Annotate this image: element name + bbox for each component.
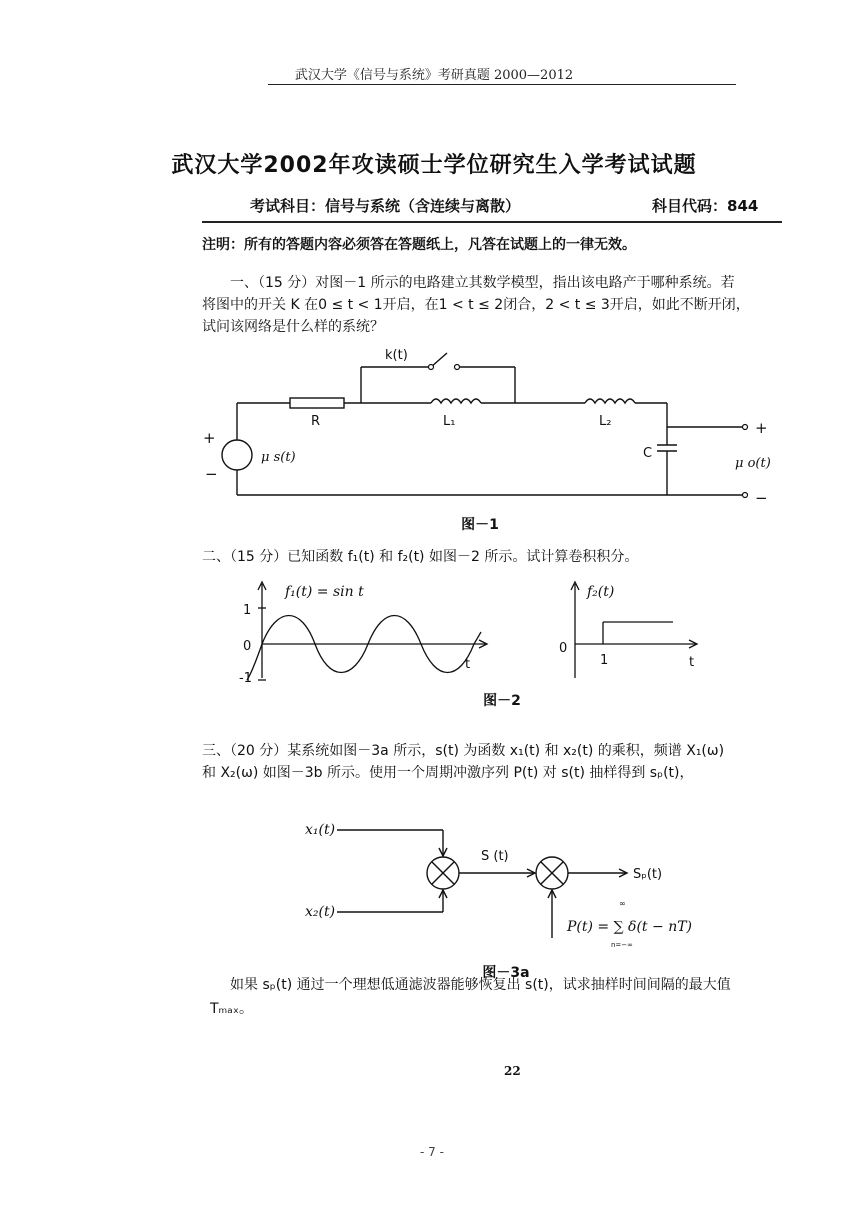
f2-label: f₂(t)	[587, 584, 615, 600]
header-rule	[268, 84, 736, 85]
source-label: μ s(t)	[261, 450, 296, 465]
inductor-1-label: L₁	[443, 414, 456, 429]
question-3-line-2: 和 X₂(ω) 如图－3b 所示。使用一个周期冲激序列 P(t) 对 s(t) 抽样得到 sₚ(t)，	[202, 765, 694, 781]
inductor-2-label: L₂	[599, 414, 612, 429]
exam-title: 武汉大学2002年攻读硕士学位研究生入学考试试题	[171, 153, 697, 178]
resistor-symbol	[290, 398, 344, 408]
voltage-source-symbol	[222, 440, 252, 470]
question-2: 二、（15 分）已知函数 f₁(t) 和 f₂(t) 如图－2 所示。试计算卷积积分。	[202, 549, 639, 565]
figure-2-caption: 图－2	[483, 693, 521, 709]
s-label: S (t)	[481, 849, 509, 864]
inductor-l2-symbol	[585, 399, 635, 403]
f1-tick-0: 0	[243, 639, 252, 654]
question-3-line-3: 如果 sₚ(t) 通过一个理想低通滤波器能够恢复出 s(t)，试求抽样时间间隔的最大值	[230, 977, 731, 993]
question-3-line-4: Tₘₐₓ。	[210, 1001, 253, 1017]
figure-1-circuit	[195, 345, 795, 515]
sum-lower-limit: n=−∞	[611, 941, 633, 949]
source-minus: −	[205, 465, 218, 483]
f2-step-at: 1	[600, 653, 609, 668]
switch-label: k(t)	[385, 348, 408, 363]
p-label: P(t) = ∑ δ(t − nT)	[567, 919, 693, 935]
f1-tick-minus-1: -1	[239, 671, 252, 686]
f2-tick-0: 0	[559, 641, 568, 656]
question-1-line-3: 试问该网络是什么样的系统？	[202, 319, 384, 335]
capacitor-label: C	[643, 446, 653, 461]
question-3	[202, 740, 802, 784]
f1-tick-1: 1	[243, 603, 252, 618]
f2-t-label: t	[689, 655, 695, 670]
question-1	[202, 272, 802, 338]
page-footer: - 7 -	[420, 1145, 444, 1159]
exam-note: 注明：所有的答题内容必须答在答题纸上，凡答在试题上的一律无效。	[202, 237, 636, 253]
output-label: μ o(t)	[735, 456, 771, 471]
sum-upper-limit: ∞	[619, 899, 626, 908]
output-minus: −	[755, 489, 768, 507]
figure-1-caption: 图－1	[461, 517, 499, 533]
question-3-continued	[230, 974, 810, 996]
question-1-line-1: 一、（15 分）对图－1 所示的电路建立其数学模型，指出该电路产于哪种系统。若	[230, 275, 735, 291]
figure-3a-block-diagram	[305, 816, 725, 956]
exam-subject: 考试科目：信号与系统（含连续与离散）	[250, 197, 521, 215]
f1-t-label: t	[465, 657, 471, 672]
x2-label: x₂(t)	[305, 904, 336, 920]
sp-label: Sₚ(t)	[633, 867, 663, 882]
x1-label: x₁(t)	[305, 822, 336, 838]
figure-2-plots	[225, 578, 725, 688]
question-1-line-2: 将图中的开关 K 在0 ≤ t < 1开启，在1 < t ≤ 2闭合，2 < t ≤ 3开启，如此不断开闭，	[202, 297, 750, 313]
question-3-line-1: 三、（20 分）某系统如图－3a 所示，s(t) 为函数 x₁(t) 和 x₂(t) 的乘积，频谱 X₁(ω)	[202, 743, 725, 759]
resistor-label: R	[311, 414, 321, 429]
figure-3a-caption: 图－3a	[482, 965, 530, 981]
page-number: 22	[504, 1064, 521, 1078]
subject-code: 科目代码：844	[652, 197, 759, 215]
title-rule	[202, 221, 782, 223]
inductor-l1-symbol	[431, 399, 481, 403]
f1-label: f₁(t) = sin t	[285, 584, 364, 600]
running-header: 武汉大学《信号与系统》考研真题 2000—2012	[294, 68, 574, 83]
source-plus: +	[203, 429, 216, 447]
output-plus: +	[755, 419, 768, 437]
